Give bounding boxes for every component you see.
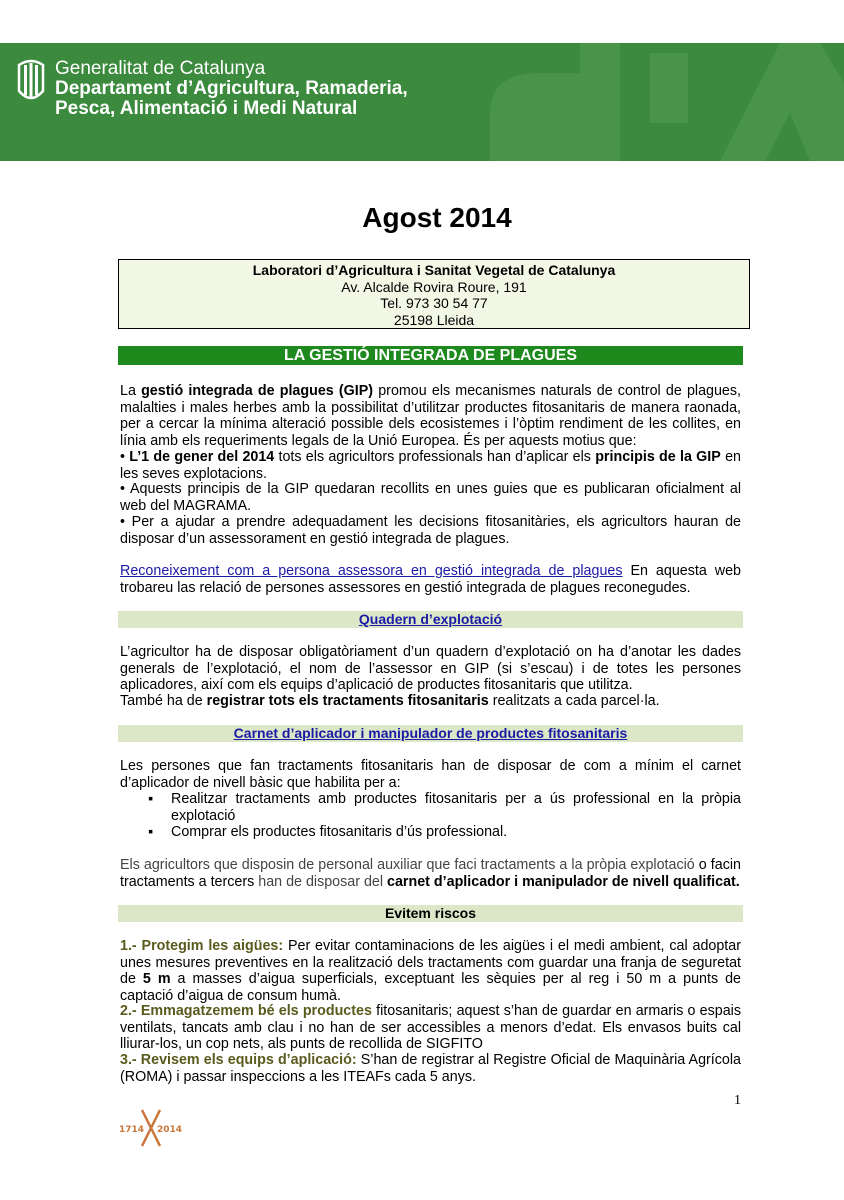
quadern-heading-link[interactable]: Quadern d’explotació: [358, 611, 503, 627]
gip-bullet-1-end: en les seves explotacions.: [120, 449, 741, 482]
gip-bullet-1-marker: •: [120, 449, 130, 465]
carnet-note-b: o facin tractaments a tercers: [120, 857, 741, 890]
generalitat-logo-icon: [16, 59, 46, 103]
carnet-bullet-marker-1: ▪: [148, 791, 154, 807]
assessor-recognition-link[interactable]: Reconeixement com a persona assessora en gestió integrada de plagues: [120, 563, 623, 579]
gip-bullet-1-mid: tots els agricultors professionals han d’aplicar els: [274, 449, 596, 465]
tricentenary-logo-icon: [118, 1108, 184, 1148]
address-box: [118, 259, 750, 329]
lab-street: Av. Alcalde Rovira Roure, 191: [341, 278, 527, 295]
risk-1-text-b: a masses d’aigua superficials, exceptuant les sèquies per al reg i 50 m a punts de captació d’aigua de consum humà.: [120, 971, 741, 1004]
risk-1-title: 1.- Protegim les aigües:: [120, 938, 284, 954]
assessor-link-description: En aquesta web trobareu las relació de persones assessores en gestió integrada de plagues reconegudes.: [120, 563, 741, 596]
organization-name: [55, 59, 408, 119]
org-line-1: Generalitat de Catalunya: [55, 58, 266, 79]
carnet-note-a: Els agricultors que disposin de personal auxiliar que faci tractaments a la pròpia explotació: [120, 857, 695, 873]
carnet-intro: Les persones que fan tractaments fitosanitaris han de disposar de com a mínim el carnet d’aplicador de nivell bàsic que habilita per a:: [120, 758, 741, 791]
org-line-3: Pesca, Alimentació i Medi Natural: [55, 98, 358, 119]
carnet-note-c: han de disposar del: [254, 873, 388, 890]
carnet-bullet-marker-2: ▪: [148, 824, 154, 840]
risk-3-title: 3.- Revisem els equips d’aplicació:: [120, 1052, 357, 1068]
quadern-register-bold: registrar tots els tractaments fitosanitaris: [206, 693, 489, 709]
gip-bullet-1-principles: principis de la GIP: [595, 449, 721, 465]
gip-intro: [120, 383, 741, 449]
risk-2-title: 2.- Emmagatzemem bé els productes: [120, 1003, 372, 1019]
risk-2: [120, 1003, 741, 1053]
header-banner: [0, 43, 844, 161]
lab-name: Laboratori d’Agricultura i Sanitat Vegetal de Catalunya: [252, 262, 616, 278]
gip-heading: LA GESTIÓ INTEGRADA DE PLAGUES: [118, 346, 743, 365]
risk-1: [120, 938, 741, 1004]
gip-bullet-3: • Per a ajudar a prendre adequadament les decisions fitosanitàries, els agricultors hauran de disposar d’un assessorament en gestió integrada de plagues.: [120, 514, 741, 547]
carnet-item-1: Realitzar tractaments amb productes fitosanitaris per a ús professional en la pròpia explotació: [171, 791, 741, 824]
org-line-2: Departament d’Agricultura, Ramaderia,: [55, 78, 408, 99]
gip-assessor-paragraph: [120, 563, 741, 596]
carnet-note-bold: carnet d’aplicador i manipulador de nivell qualificat.: [387, 873, 740, 890]
risk-1-distance: 5 m: [142, 971, 171, 987]
logo-year-right: 2014: [157, 1125, 183, 1135]
quadern-register-rest: realitzats a cada parcel·la.: [488, 693, 660, 709]
risk-3-text: S’han de registrar al Registre Oficial de Maquinària Agrícola (ROMA) i passar inspeccions a les ITEAFs cada 5 anys.: [120, 1052, 742, 1085]
logo-year-left: 1714: [119, 1125, 145, 1135]
riscos-heading: Evitem riscos: [118, 905, 743, 922]
quadern-register-text: [120, 693, 741, 710]
gip-bullet-1: [120, 449, 741, 482]
quadern-text: L’agricultor ha de disposar obligatòriament d’un quadern d’explotació on ha d’anotar les dades generals de l’explotació, el nom de l’assessor en GIP (si s’escau) i de totes les persones aplicadores, així com els equips d’aplicació de productes fitosanitaris que utilitza.: [120, 644, 741, 693]
risk-2-text: fitosanitaris; aquest s’han de guardar en armaris o espais ventilats, tancats amb clau i no han de ser accessibles a menors d’edat. Els envasos buits cal lliurar-los, un cop nets, als punts de recollida de SIGFITO: [120, 1003, 742, 1052]
gip-bullet-2: • Aquests principis de la GIP quedaran recollits en unes guies que es publicaran oficialment al web del MAGRAMA.: [120, 481, 741, 514]
gip-bullet-1-date: L’1 de gener del 2014: [129, 449, 275, 465]
gip-intro-prefix: La: [120, 383, 142, 399]
carnet-item-2: Comprar els productes fitosanitaris d’ús professional.: [171, 824, 508, 840]
page-title: Agost 2014: [362, 202, 512, 233]
lab-phone: Tel. 973 30 54 77: [380, 295, 488, 311]
page-number: 1: [734, 1093, 741, 1108]
gip-intro-bold: gestió integrada de plagues (GIP): [141, 383, 374, 399]
carnet-note: [120, 857, 741, 890]
carnet-heading-link[interactable]: Carnet d’aplicador i manipulador de productes fitosanitaris: [233, 725, 628, 741]
decorative-da-letters: [420, 43, 844, 161]
quadern-register-prefix: També ha de: [120, 693, 207, 709]
risk-3: [120, 1052, 741, 1085]
risk-1-text-a: Per evitar contaminacions de les aigües i el medi ambient, cal adoptar unes mesures preventives en la realització dels tractaments com guardar una franja de seguretat de: [120, 938, 741, 987]
carnet-heading: [118, 725, 743, 742]
gip-intro-rest: promou els mecanismes naturals de control de plagues, malalties i males herbes amb la possibilitat d’utilitzar productes fitosanitaris de manera raonada, per a cercar la mínima alteració possible dels ecosistemes i l’òptim rendiment de les collites, en línia amb els requeriments legals de la Unió Europea. És per aquests motius que:: [120, 383, 742, 449]
lab-city: 25198 Lleida: [393, 311, 475, 328]
quadern-heading: [118, 611, 743, 628]
